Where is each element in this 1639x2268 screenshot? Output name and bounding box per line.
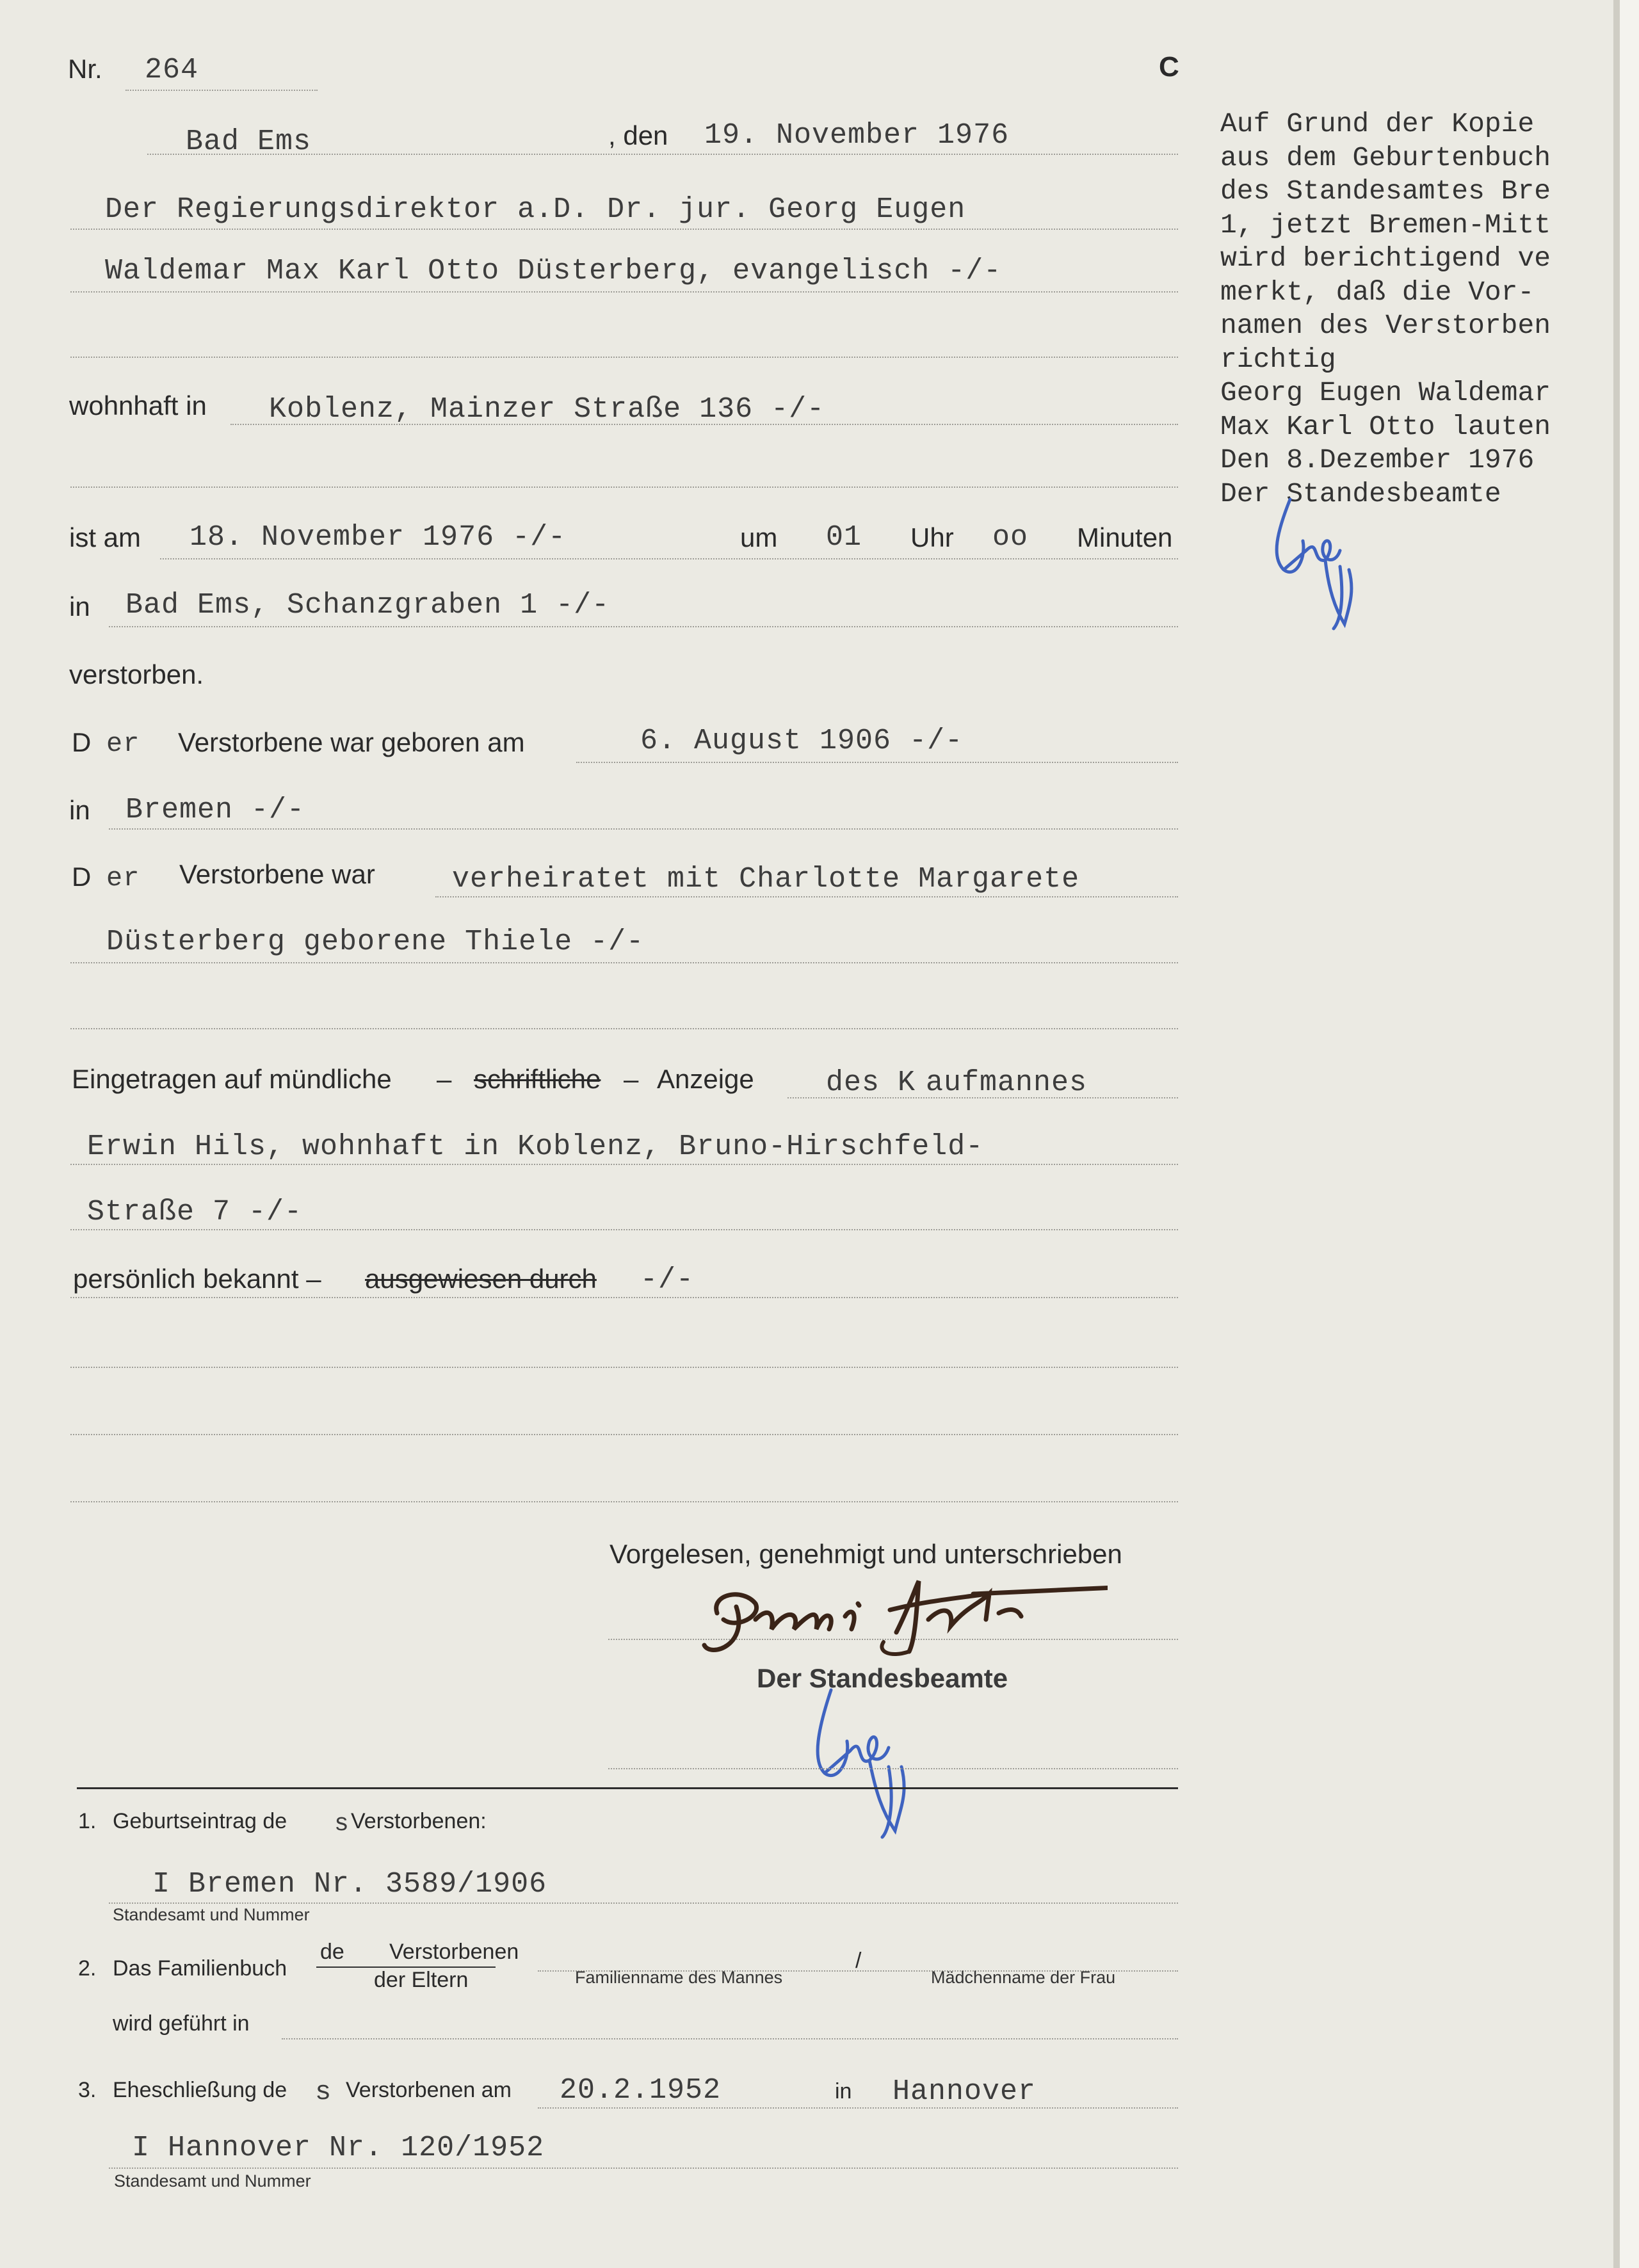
official-initials-blue <box>812 1677 927 1844</box>
margin-line: wird berichtigend ve <box>1220 243 1551 274</box>
registration-dash-1: – <box>437 1064 452 1094</box>
item3-label-b: Verstorbenen am <box>346 2078 512 2102</box>
deceased-line-2: Waldemar Max Karl Otto Düsterberg, evangelisch -/- <box>105 255 1002 287</box>
death-place: Bad Ems, Schanzgraben 1 -/- <box>125 589 610 622</box>
death-date: 18. November 1976 -/- <box>190 521 567 554</box>
item2-wird-gefuehrt: wird geführt in <box>113 2011 250 2036</box>
item3-caption: Standesamt und Nummer <box>114 2171 311 2191</box>
corner-letter: C <box>1159 51 1179 83</box>
den-label: , den <box>608 120 668 150</box>
margin-initials-blue <box>1264 487 1367 640</box>
informant-line-3: Straße 7 -/- <box>87 1196 303 1228</box>
margin-line: richtig <box>1220 343 1336 375</box>
margin-line: Den 8.Dezember 1976 <box>1220 444 1535 476</box>
marriage-date: 20.2.1952 <box>560 2074 722 2107</box>
item2-der-eltern: der Eltern <box>374 1968 469 1992</box>
marriage-register-entry: I Hannover Nr. 120/1952 <box>132 2132 545 2164</box>
birth-label-er: er <box>106 728 140 759</box>
next-page-edge <box>1620 0 1639 2268</box>
nr-label: Nr. <box>68 54 102 84</box>
item1-label-s: s <box>334 1810 350 1838</box>
registration-dash-2: – <box>624 1064 639 1094</box>
birth-date: 6. August 1906 -/- <box>640 725 964 757</box>
margin-correction-note <box>1220 108 1613 511</box>
marriage-place: Hannover <box>892 2075 1037 2108</box>
ausgewiesen-struck: ausgewiesen durch <box>365 1264 597 1294</box>
item1-num: 1. <box>78 1809 97 1833</box>
item2-slash: / <box>855 1949 862 1973</box>
marital-value-1: verheiratet mit Charlotte Margarete <box>452 863 1080 896</box>
birth-place-label: in <box>69 795 90 825</box>
residence-value: Koblenz, Mainzer Straße 136 -/- <box>269 393 825 426</box>
item3-label-a: Eheschließung de <box>113 2078 287 2102</box>
birth-label-d: D <box>72 727 92 757</box>
persoenlich-label: persönlich bekannt – <box>73 1264 321 1294</box>
item3-num: 3. <box>78 2078 97 2102</box>
margin-line: Max Karl Otto lauten <box>1220 410 1551 442</box>
marital-label-d: D <box>72 862 92 892</box>
birth-register-entry: I Bremen Nr. 3589/1906 <box>152 1868 547 1901</box>
item2-num: 2. <box>78 1956 97 1981</box>
persoenlich-suffix: -/- <box>640 1264 695 1296</box>
margin-line: des Standesamtes Bre <box>1220 175 1551 207</box>
um-label: um <box>740 522 778 552</box>
registration-schriftliche: schriftliche <box>474 1064 601 1094</box>
uhr-label: Uhr <box>910 522 954 552</box>
item2-maedchenname-caption: Mädchenname der Frau <box>931 1968 1116 1987</box>
informant-prefix: des K <box>826 1066 916 1099</box>
birth-label: Verstorbene war geboren am <box>178 727 525 757</box>
page-edge <box>1613 0 1620 2268</box>
standesbeamte-label: Der Standesbeamte <box>757 1663 1008 1693</box>
registration-anzeige: Anzeige <box>657 1064 754 1094</box>
registration-label: Eingetragen auf mündliche <box>72 1064 392 1094</box>
margin-line: namen des Verstorben <box>1220 310 1551 341</box>
item2-verstorbenen: Verstorbenen <box>389 1940 519 1964</box>
item2-label: Das Familienbuch <box>113 1956 287 1981</box>
birth-place: Bremen -/- <box>125 794 305 826</box>
margin-line: 1, jetzt Bremen-Mitt <box>1220 209 1551 241</box>
item2-familienname-caption: Familienname des Mannes <box>575 1968 783 1987</box>
death-date-label: ist am <box>69 522 141 552</box>
death-place-label: in <box>69 591 90 622</box>
margin-line: aus dem Geburtenbuch <box>1220 141 1551 173</box>
margin-line: Der Standesbeamte <box>1220 478 1501 510</box>
marital-value-2: Düsterberg geborene Thiele -/- <box>106 926 645 958</box>
verstorben-label: verstorben. <box>69 659 204 689</box>
place-value: Bad Ems <box>186 125 312 158</box>
death-minutes: oo <box>992 521 1029 554</box>
informant-signature <box>698 1568 1108 1664</box>
margin-line: Auf Grund der Kopie <box>1220 108 1535 140</box>
margin-line: Georg Eugen Waldemar <box>1220 377 1551 408</box>
marital-label: Verstorbene war <box>179 859 375 889</box>
residence-label: wohnhaft in <box>69 390 207 421</box>
item3-in-label: in <box>835 2079 852 2103</box>
marital-label-er: er <box>106 863 140 894</box>
vorgelesen-label: Vorgelesen, genehmigt und unterschrieben <box>610 1539 1122 1569</box>
item2-de: de <box>320 1940 344 1964</box>
item3-label-s: s <box>315 2077 332 2107</box>
margin-line: merkt, daß die Vor- <box>1220 276 1535 308</box>
date-value: 19. November 1976 <box>704 119 1010 152</box>
nr-value: 264 <box>145 54 199 86</box>
death-hour: 01 <box>826 521 862 554</box>
item1-caption: Standesamt und Nummer <box>113 1905 310 1924</box>
item1-label-b: Verstorbenen: <box>351 1809 487 1833</box>
item1-label-a: Geburtseintrag de <box>113 1809 287 1833</box>
informant-occupation: aufmannes <box>926 1066 1088 1099</box>
minuten-label: Minuten <box>1077 522 1173 552</box>
informant-line-2: Erwin Hils, wohnhaft in Koblenz, Bruno-Hirschfeld- <box>87 1130 984 1163</box>
deceased-line-1: Der Regierungsdirektor a.D. Dr. jur. Georg Eugen <box>105 193 966 226</box>
